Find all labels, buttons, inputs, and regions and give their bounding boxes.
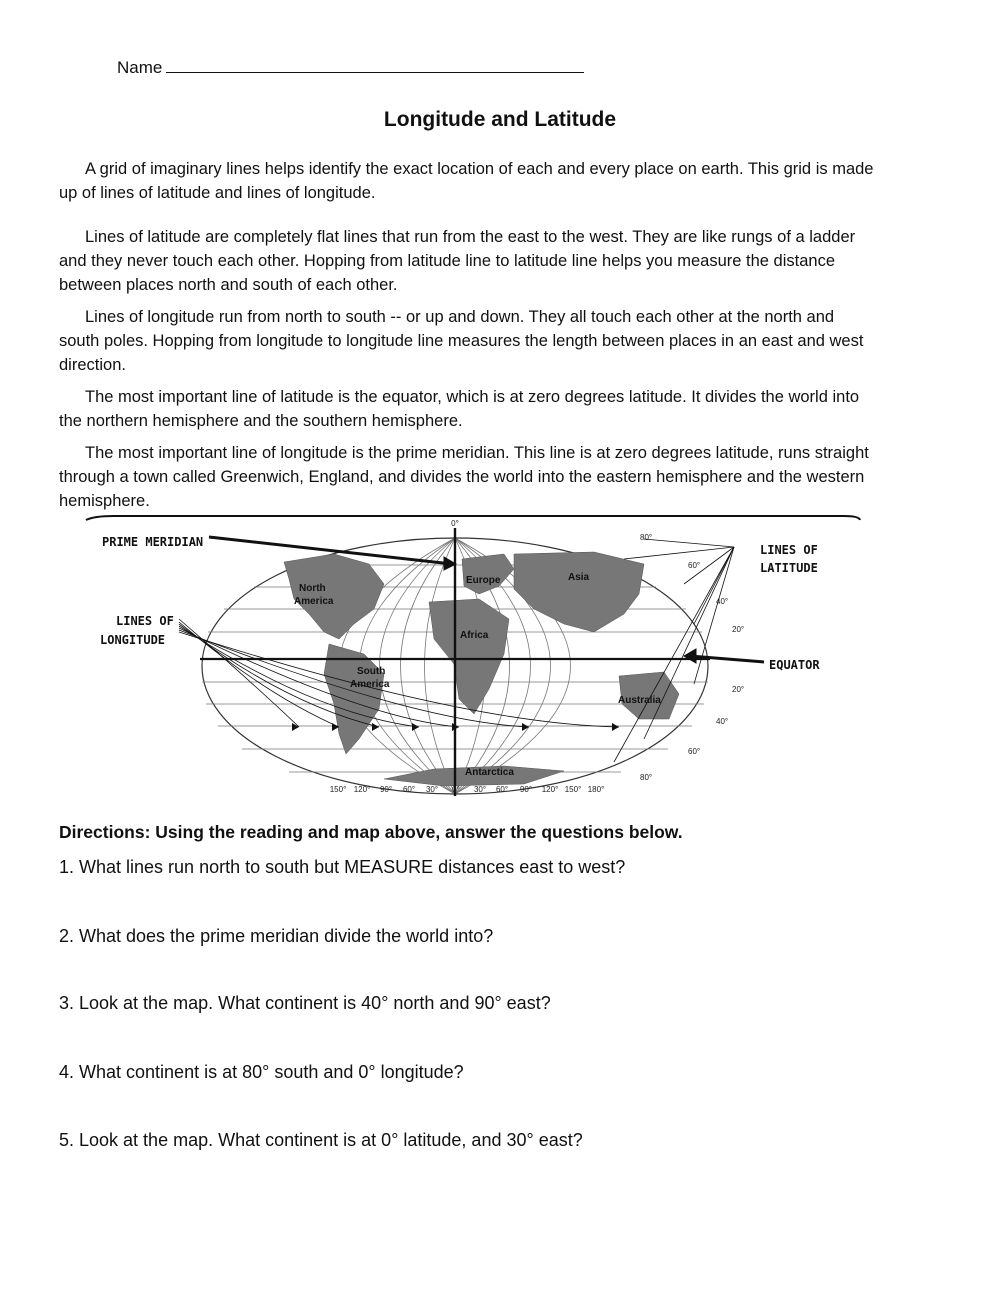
- latitude-degree-label: 20°: [732, 625, 745, 634]
- question-1: 1. What lines run north to south but MEASURE distances east to west?: [59, 857, 626, 877]
- longitude-degree-label: 90°: [379, 785, 393, 794]
- latitude-degree-label: 40°: [716, 717, 729, 726]
- prime-meridian-paragraph: The most important line of longitude is the prime meridian. This line is at zero degrees latitude, runs straight through a town called Greenwich, England, and divides the world into the eastern hemisphere and the western hemisphere.: [59, 444, 869, 511]
- equator-label: EQUATOR: [769, 658, 820, 672]
- question-4: 4. What continent is at 80° south and 0° longitude?: [59, 1062, 464, 1082]
- latitude-paragraph: Lines of latitude are completely flat lines that run from the east to the west. They are like rungs of a ladder and they never touch each other. Hopping from latitude line to latitude line helps you measure the distance between places north and south of each other.: [59, 228, 856, 295]
- name-blank-line[interactable]: [166, 58, 584, 73]
- question-3: 3. Look at the map. What continent is 40° north and 90° east?: [59, 993, 551, 1013]
- north-america-label-2: America: [294, 596, 334, 607]
- map-top-border: [86, 516, 860, 520]
- lines-of-latitude-label-1: LINES OF: [760, 543, 818, 557]
- intro-paragraph: A grid of imaginary lines helps identify the exact location of each and every place on earth. This grid is made up of lines of latitude and lines of longitude.: [59, 160, 874, 203]
- south-america-label-2: America: [350, 679, 390, 690]
- latitude-degree-label: 80°: [640, 533, 653, 542]
- longitude-degree-label: 90°: [519, 785, 533, 794]
- north-america-label-1: North: [299, 583, 326, 594]
- europe-label: Europe: [466, 575, 501, 586]
- latitude-degree-label: 80°: [640, 773, 653, 782]
- australia-label: Australia: [618, 695, 661, 706]
- longitude-degree-label: 120°: [541, 785, 559, 794]
- top-degree-label: 0°: [451, 519, 459, 528]
- antarctica-label: Antarctica: [465, 767, 514, 778]
- africa-label: Africa: [460, 630, 489, 641]
- latitude-degree-label: 60°: [688, 561, 701, 570]
- south-america-label-1: South: [357, 666, 386, 677]
- question-5: 5. Look at the map. What continent is at 0° latitude, and 30° east?: [59, 1130, 583, 1150]
- directions-heading: Directions: Using the reading and map above, answer the questions below.: [59, 822, 683, 842]
- longitude-degree-label: 150°: [329, 785, 347, 794]
- longitude-degree-label: 180°: [587, 785, 605, 794]
- name-label: Name: [117, 58, 163, 77]
- latitude-degree-label: 20°: [732, 685, 745, 694]
- longitude-degree-label: 60°: [495, 785, 509, 794]
- longitude-degree-label: 120°: [353, 785, 371, 794]
- longitude-degree-label: 0°: [452, 785, 460, 794]
- equator-paragraph: The most important line of latitude is the equator, which is at zero degrees latitude. It divides the world into the northern hemisphere and the southern hemisphere.: [59, 388, 860, 431]
- latitude-degree-label: 60°: [688, 747, 701, 756]
- longitude-degree-label: 150°: [564, 785, 582, 794]
- longitude-paragraph: Lines of longitude run from north to south -- or up and down. They all touch each other at the north and south poles. Hopping from longitude to longitude line measures the length between places in an east and west direction.: [59, 308, 864, 375]
- page-title: Longitude and Latitude: [383, 108, 617, 131]
- lines-of-longitude-label-1: LINES OF: [116, 614, 174, 628]
- longitude-degree-label: 30°: [425, 785, 439, 794]
- name-field[interactable]: [117, 58, 584, 78]
- prime-meridian-label: PRIME MERIDIAN: [102, 535, 204, 549]
- longitude-degree-label: 30°: [473, 785, 487, 794]
- asia-label: Asia: [568, 572, 590, 583]
- latitude-degree-label: 40°: [716, 597, 729, 606]
- lines-of-longitude-label-2: LONGITUDE: [100, 633, 166, 647]
- world-map: [84, 514, 864, 799]
- question-2: 2. What does the prime meridian divide the world into?: [59, 926, 494, 946]
- lines-of-latitude-label-2: LATITUDE: [760, 561, 818, 575]
- longitude-degree-label: 60°: [402, 785, 416, 794]
